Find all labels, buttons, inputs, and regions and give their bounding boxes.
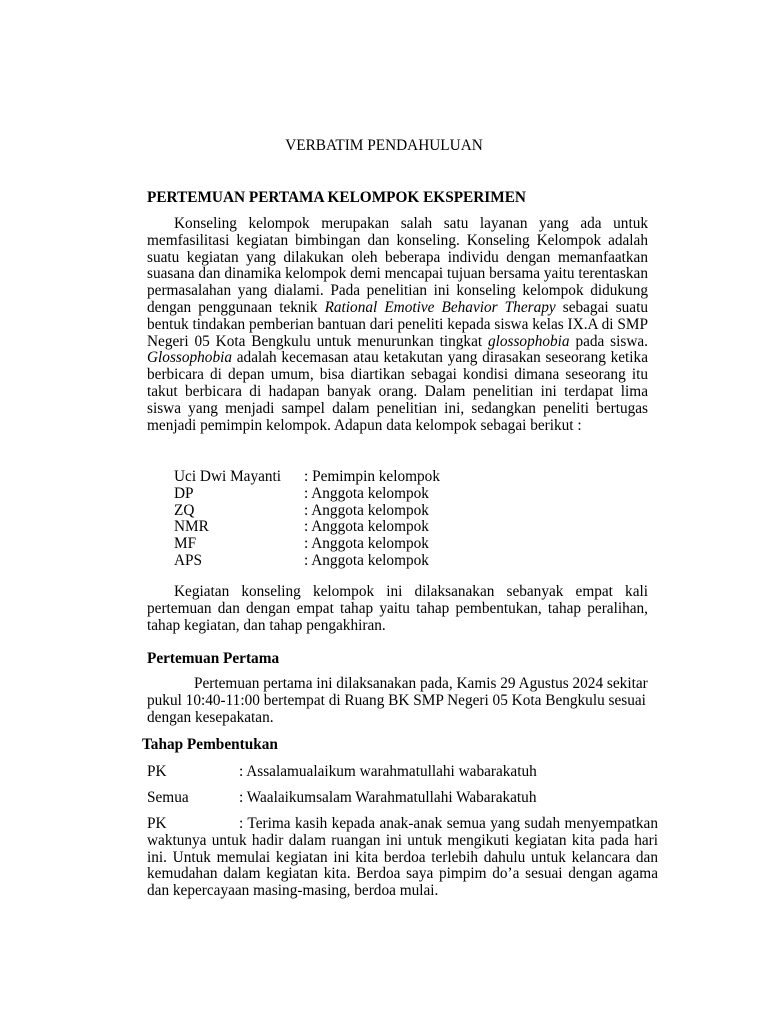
dialogue-speaker: PK bbox=[147, 763, 167, 780]
member-row bbox=[174, 519, 474, 536]
meeting-heading: Pertemuan Pertama bbox=[147, 650, 280, 667]
member-name: MF bbox=[174, 535, 197, 553]
dialogue-line bbox=[147, 764, 658, 781]
intro-emphasis-3: Glossophobia bbox=[147, 349, 232, 367]
member-role: : Anggota kelompok bbox=[304, 518, 429, 536]
member-list bbox=[174, 469, 474, 570]
member-row bbox=[174, 503, 474, 520]
intro-text-4: adalah kecemasan atau ketakutan yang dirasakan seseorang ketika berbicara di depan umum, bisa diartikan sebagai kondisi dimana seseorang itu takut berbicara di hadapan banyak orang. Dalam penelitian ini terdapat lima siswa yang menjadi sampel dalam penelitian ini, sedangkan peneliti bertugas menjadi pemimpin kelompok. Adapun data kelompok sebagai berikut : bbox=[147, 349, 648, 434]
dialogue-speaker: PK bbox=[147, 815, 167, 832]
member-row bbox=[174, 486, 474, 503]
meeting-paragraph: Pertemuan pertama ini dilaksanakan pada, Kamis 29 Agustus 2024 sekitar pukul 10:40-11:00 bertempat di Ruang BK SMP Negeri 05 Kota Bengkulu sesuai dengan kesepakatan. bbox=[147, 675, 648, 726]
section-heading: PERTEMUAN PERTAMA KELOMPOK EKSPERIMEN bbox=[147, 189, 526, 206]
intro-text-2: sebagai suatu bentuk tindakan pemberian bantuan dari peneliti kepada siswa kelas IX.A di SMP Negeri 05 Kota Bengkulu untuk menurunkan tingkat bbox=[147, 298, 648, 350]
dialogue-text: : Waalaikumsalam Warahmatullahi Wabarakatuh bbox=[239, 789, 537, 806]
dialogue-speaker: Semua bbox=[147, 789, 189, 806]
intro-text-3: pada siswa. bbox=[569, 332, 648, 350]
document-title: VERBATIM PENDAHULUAN bbox=[285, 137, 483, 154]
member-name: APS bbox=[174, 551, 203, 569]
member-row bbox=[174, 536, 474, 553]
stage-heading: Tahap Pembentukan bbox=[142, 736, 278, 753]
dialogue-line bbox=[147, 790, 658, 807]
intro-text-1: Konseling kelompok merupakan salah satu layanan yang ada untuk memfasilitasi kegiatan bimbingan dan konseling. Konseling Kelompok adalah suatu kegiatan yang dilakukan oleh beberapa individu dengan memanfaatkan suasana dan dinamika kelompok demi mencapai tujuan bersama yaitu terentaskan permasalahan yang dialami. Pada penelitian ini konseling kelompok didukung dengan penggunaan teknik bbox=[147, 215, 648, 316]
activity-paragraph: Kegiatan konseling kelompok ini dilaksanakan sebanyak empat kali pertemuan dan dengan empat tahap yaitu tahap pembentukan, tahap peralihan, tahap kegiatan, dan tahap pengakhiran. bbox=[147, 583, 648, 634]
dialogue-line bbox=[147, 816, 658, 900]
intro-emphasis-1: Rational Emotive Behavior Therapy bbox=[324, 298, 556, 316]
member-row bbox=[174, 469, 474, 486]
member-role: : Anggota kelompok bbox=[304, 551, 429, 569]
member-row bbox=[174, 553, 474, 570]
intro-emphasis-2: glossophobia bbox=[487, 332, 570, 350]
member-name: Uci Dwi Mayanti bbox=[174, 468, 282, 485]
member-name: DP bbox=[174, 484, 194, 502]
member-role: : Anggota kelompok bbox=[304, 535, 429, 553]
member-role: : Anggota kelompok bbox=[304, 501, 429, 519]
member-name: ZQ bbox=[174, 501, 195, 519]
dialogue-text: : Assalamualaikum warahmatullahi wabarakatuh bbox=[239, 763, 537, 780]
intro-paragraph bbox=[147, 216, 648, 434]
member-role: : Pemimpin kelompok bbox=[304, 468, 440, 485]
member-name: NMR bbox=[174, 518, 209, 536]
dialogue-text: : Terima kasih kepada anak-anak semua yang sudah menyempatkan waktunya untuk hadir dalam ruangan ini untuk mengikuti kegiatan kita pada hari ini. Untuk memulai kegiatan ini kita berdoa terlebih dahulu untuk kelancara dan kemudahan dalam kegiatan kita. Berdoa saya pimpim do’a sesuai dengan agama dan kepercayaan masing-masing, berdoa mulai. bbox=[147, 815, 658, 900]
member-role: : Anggota kelompok bbox=[304, 484, 429, 502]
